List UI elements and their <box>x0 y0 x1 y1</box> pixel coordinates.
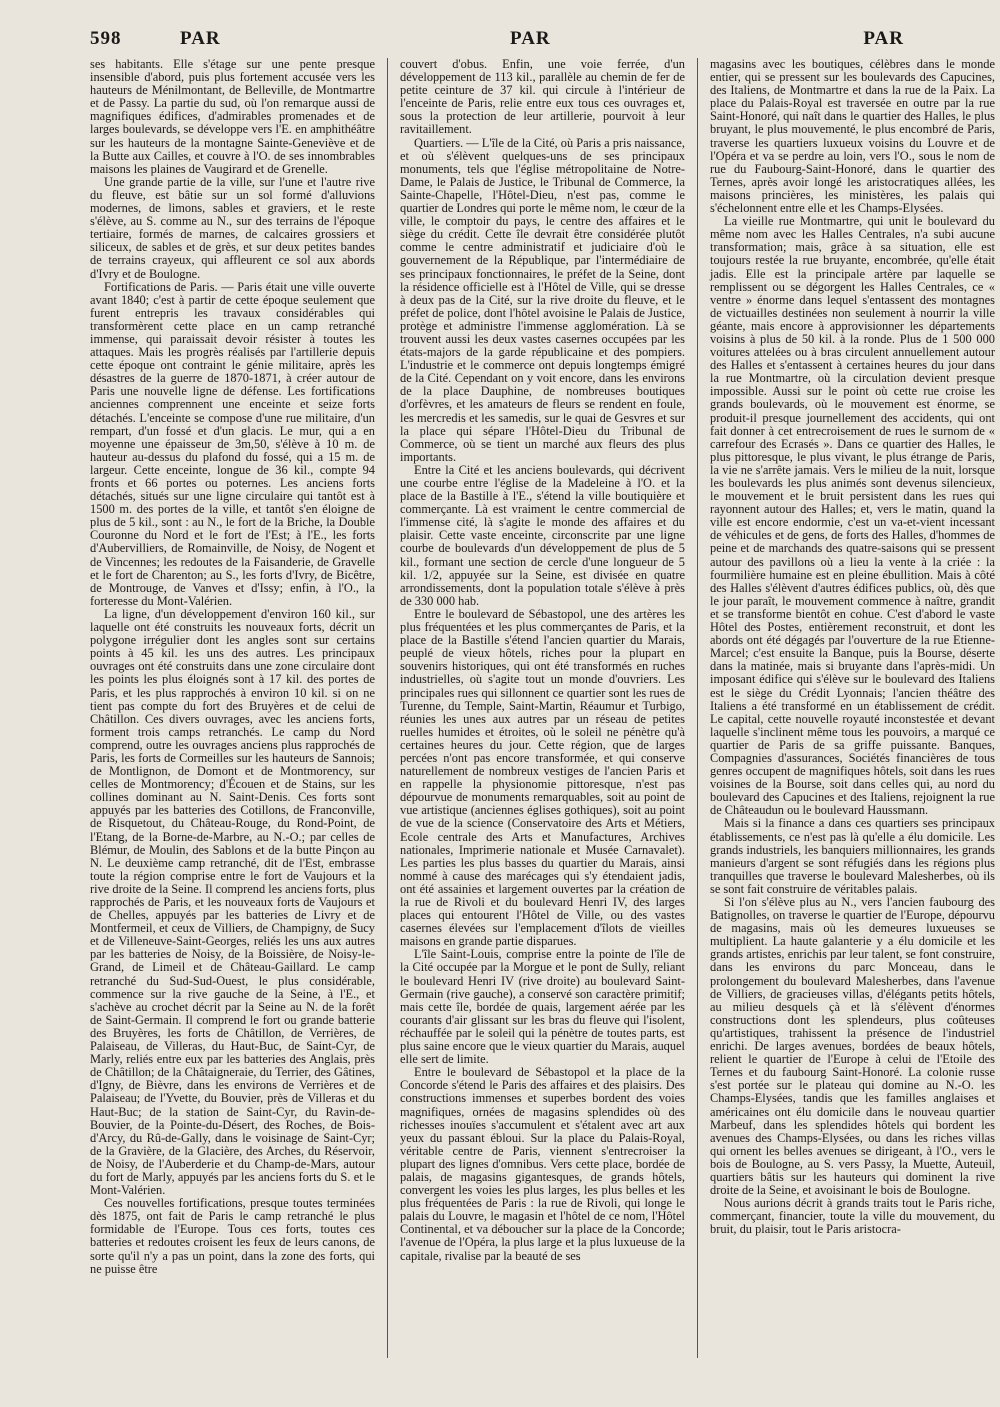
paragraph: La ligne, d'un développement d'environ 160 kil., sur laquelle ont été construits les nouveaux forts, décrit un polygone irrégulier dont les angles sont sur certains points à 45 kil. les uns des autres. Les principaux ouvrages ont été construits dans une zone circulaire dont les points les plus éloignés sont à 17 kil. des portes de Paris, et les plus rapprochés à environ 10 kil. si on ne tient pas compte du fort des Bruyères et de celui de Châtillon. Ces divers ouvrages, avec les anciens forts, forment trois camps retranchés. Le camp du Nord comprend, outre les ouvrages anciens plus rapprochés de Paris, les forts de Cormeilles sur les hauteurs de Sannois; de Montlignon, de Domont et de Montmorency, sur celles de Montmorency; d'Écouen et de Stains, sur les collines dominant au N. Saint-Denis. Ces forts sont appuyés par les batteries des Cotillons, de Franconville, de Risquetout, du Château-Rouge, du Rond-Point, de l'Etang, de la Borne-de-Marbre, au N.-O.; par celles de Blémur, de Moulin, des Sablons et de la butte Pinçon au N. Le deuxième camp retranché, dit de l'Est, embrasse toute la région comprise entre le fort de Vaujours et la rive droite de la Seine. Il comprend les anciens forts, plus rapprochés de Paris, et les nouveaux forts de Vaujours et de Chelles, appuyés par les batteries de Livry et de Montfermeil, et ceux de Villiers, de Champigny, de Sucy et de Villeneuve-Saint-Georges, reliés les uns aux autres par les batteries de Noisy, de la Boissière, de Noisy-le-Grand, de Limeil et de Château-Gaillard. Le camp retranché du Sud-Sud-Ouest, le plus considérable, commence sur la rive gauche de la Seine, à l'E., et s'achève au crochet décrit par la Seine au N. de la forêt de Saint-Germain. Il comprend le fort ou grande batterie des Bruyères, les forts de Châtillon, de Verrières, de Palaiseau, de Villeras, du Haut-Buc, de Saint-Cyr, de Marly, reliés entre eux par les batteries des Anglais, près de Châtillon; de la Châtaigneraie, du Terrier, des Gâtines, d'Igny, de Bièvre, dans les environs de Verrières et de Palaiseau; de l'Yvette, du Bouvier, près de Villeras et du Haut-Buc; de la station de Saint-Cyr, du Ravin-de-Bouvier, de la Pointe-du-Désert, des Roches, de Bois-d'Arcy, du Rû-de-Gally, dans le voisinage de Saint-Cyr; de la Gravière, de la Glacière, des Arches, du Réservoir, de Noisy, de l'Auberderie et du Champ-de-Mars, autour du fort de Marly, appuyés par les anciens forts du S. et le Mont-Valérien. <box>90 606 375 1198</box>
paragraph: Quartiers. — L'île de la Cité, où Paris a pris naissance, et où s'élèvent quelques-uns de ses principaux monuments, tels que l'église métropolitaine de Notre-Dame, le Palais de Justice, le Tribunal de Commerce, la Sainte-Chapelle, l'Hôtel-Dieu, n'est pas, comme le quartier de Londres qui porte le même nom, le cœur de la ville, le comptoir du pays, le centre des affaires et le siège du crédit. Cette île devrait être considérée plutôt comme le centre administratif et judiciaire d'où le gouvernement de la République, par l'intermédiaire de ses principaux fonctionnaires, le préfet de la Seine, dont la résidence officielle est à l'Hôtel de Ville, qui se dresse à deux pas de la Cité, sur la rive droite du fleuve, et le préfet de police, dont l'hôtel avoisine le Palais de Justice, protège et administre l'immense agglomération. Là se trouvent aussi les deux vastes casernes occupées par les états-majors de la garde républicaine et des pompiers. L'industrie et le commerce ont depuis longtemps émigré de la Cité. Cependant on y voit encore, dans les environs de la place Dauphine, de nombreuses boutiques d'orfèvres, et les amateurs de fleurs se rendent en foule, les mercredis et les samedis, sur le quai de Gesvres et sur la place qui sépare l'Hôtel-Dieu du Tribunal de Commerce, où se tient un marché aux fleurs des plus importants. <box>400 135 685 464</box>
paragraph: L'île Saint-Louis, comprise entre la pointe de l'île de la Cité occupée par la Morgue et le pont de Sully, reliant le boulevard Henri IV (rive droite) au boulevard Saint-Germain (rive gauche), a conservé son caractère primitif; mais cette île, bordée de quais, largement aérée par les courants d'air glissant sur les bras du fleuve qui l'isolent, réchauffée par le soleil qui la pénètre de toutes parts, est plus saine encore que le vieux quartier du Marais, auquel elle sert de limite. <box>400 947 685 1067</box>
paragraph: Si l'on s'élève plus au N., vers l'ancien faubourg des Batignolles, on traverse le quartier de l'Europe, dépourvu de magasins, mais où les demeures luxueuses se multiplient. La haute galanterie y a élu domicile et les grands artistes, enrichis par leur talent, se font construire, dans les environs du parc Monceau, dans le prolongement du boulevard Malesherbes, dans l'avenue de Villiers, de gracieuses villas, d'élégants petits hôtels, au milieu desquels çà et là s'élèvent d'énormes constructions dont les splendeurs, plus coûteuses qu'artistiques, trahissent la présence de l'industriel enrichi. De larges avenues, bordées de beaux hôtels, relient le quartier de l'Europe à celui de l'Etoile des Ternes et du faubourg Saint-Honoré. La colonie russe s'est portée sur le plateau qui domine au N.-O. les Champs-Elysées, tandis que les familles anglaises et américaines ont élu domicile dans le nouveau quartier Marbeuf, dans les splendides hôtels qui bordent les avenues des Champs-Elysées, ou dans les riches villas qui ornent les belles avenues se dirigeant, à l'O., vers le bois de Boulogne, au S. vers Passy, la Muette, Auteuil, quartiers bâtis sur les hauteurs qui dominent la rive droite de la Seine, et avoisinant le bois de Boulogne. <box>710 895 995 1198</box>
running-header <box>90 28 964 58</box>
column-rule <box>697 58 698 1358</box>
paragraph: Fortifications de Paris. — Paris était une ville ouverte avant 1840; c'est à partir de cette époque seulement que furent entrepris les travaux considérables qui transformèrent cette place en un camp retranché immense, qui paraissait devoir résister à toutes les attaques. Mais les progrès réalisés par l'artillerie depuis cette époque ont contraint le génie militaire, après les désastres de la guerre de 1870-1871, à créer autour de Paris une nouvelle ligne de défense. Les fortifications anciennes comprennent une enceinte et seize forts détachés. L'enceinte se compose d'une rue militaire, d'un rempart, d'un fossé et d'un glacis. Le mur, qui a en moyenne une épaisseur de 3m,50, s'élève à 10 m. de hauteur au-dessus du plafond du fossé, qui a 15 m. de largeur. Cette enceinte, longue de 36 kil., compte 94 fronts et 66 portes ou poternes. Les anciens forts détachés, situés sur une ligne circulaire qui tantôt est à 1500 m. des portes de la ville, et tantôt s'en éloigne de plus de 5 kil., sont : au N., le fort de la Briche, la Double Couronne du Nord et le fort de l'Est; à l'E., les forts d'Aubervilliers, de Romainville, de Noisy, de Nogent et de Vincennes; les redoutes de la Faisanderie, de Gravelle et le fort de Charenton; au S., les forts d'Ivry, de Bicêtre, de Montrouge, de Vanves et d'Issy; enfin, à l'O., la forteresse du Mont-Valérien. <box>90 279 375 608</box>
page-number: 598 <box>90 28 122 49</box>
paragraph: ses habitants. Elle s'étage sur une pente presque insensible d'abord, puis plus fortement accusée vers les hauteurs de Ménilmontant, de Belleville, de Montmartre et de Passy. La partie du sud, où l'on remarque aussi de magnifiques édifices, d'admirables promenades et de larges boulevards, se développe vers l'E. en amphithéâtre sur les hauteurs de la montagne Sainte-Geneviève et de la Butte aux Cailles, et couvre à l'O. de ses innombrables maisons les plaines de Vaugirard et de Grenelle. <box>90 57 375 176</box>
running-head-right: PAR <box>863 28 904 49</box>
paragraph: Entre le boulevard de Sébastopol, une des artères les plus fréquentées et les plus commerçantes de Paris, et la place de la Bastille s'étend l'ancien quartier du Marais, peuplé de vieux hôtels, riches pour la plupart en souvenirs historiques, qui ont été transformés en ruches industrielles, où s'agite tout un monde d'ouvriers. Les principales rues qui sillonnent ce quartier sont les rues de Turenne, du Temple, Saint-Martin, Réaumur et Turbigo, réunies les unes aux autres par un réseau de petites ruelles humides et étroites, où le soleil ne pénètre qu'à certaines heures du jour. Cette région, que de larges percées n'ont pas encore transformée, et qui conserve naturellement de nombreux vestiges de l'ancien Paris et en rappelle la physionomie pittoresque, n'est pas dépourvue de monuments remarquables, soit au point de vue artistique (anciennes églises gothiques), soit au point de vue de la science (Conservatoire des Arts et Métiers, Ecole centrale des Arts et Manufactures, Archives nationales, Imprimerie nationale et Musée Carnavalet). Les parties les plus basses du quartier du Marais, ainsi nommé à cause des marécages qui s'y étendaient jadis, ont été assainies et largement ouvertes par la création de la rue de Rivoli et du boulevard Henri IV, des larges places qui entourent l'Hôtel de Ville, ou des vastes casernes élevées sur l'emplacement d'îlots de vieilles maisons en grande partie disparues. <box>400 606 685 949</box>
paragraph: Ces nouvelles fortifications, presque toutes terminées dès 1875, ont fait de Paris le camp retranché le plus formidable de l'Europe. Tous ces forts, toutes ces batteries et redoutes croisent les feux de leurs canons, de sorte qu'il n'y a pas un point, dans la zone des forts, qui ne puisse être <box>90 1196 375 1276</box>
text-columns <box>90 57 995 1388</box>
running-head-center: PAR <box>510 28 551 49</box>
paragraph: couvert d'obus. Enfin, une voie ferrée, d'un développement de 113 kil., parallèle au chemin de fer de petite ceinture de 37 kil. qui circule à l'intérieur de l'enceinte de Paris, relie entre eux tous ces ouvrages et, sous la protection de leur artillerie, pourvoit à leur ravitaillement. <box>400 57 685 137</box>
column-1 <box>90 58 375 1388</box>
running-head-left: PAR <box>180 28 221 49</box>
paragraph: Entre le boulevard de Sébastopol et la place de la Concorde s'étend le Paris des affaires et des plaisirs. Des constructions immenses et superbes bordent des voies magnifiques, ornées de magasins splendides où des richesses inouïes s'accumulent et s'étalent avec art aux yeux du passant ébloui. Sur la place du Palais-Royal, véritable centre de Paris, viennent s'entrecroiser la plupart des lignes d'omnibus. Vers cette place, bordée de palais, de magasins gigantesques, de grands hôtels, convergent les voies les plus larges, les plus belles et les plus fréquentées de Paris : la rue de Rivoli, qui longe le palais du Louvre, le magasin et l'hôtel de ce nom, l'Hôtel Continental, et va déboucher sur la place de la Concorde; l'avenue de l'Opéra, la plus large et la plus luxueuse de la capitale, rivalise par la beauté de ses <box>400 1065 685 1263</box>
paragraph: La vieille rue Montmartre, qui unit le boulevard du même nom avec les Halles Centrales, n'a subi aucune transformation; mais, grâce à sa situation, elle est toujours restée la rue bruyante, encombrée, qu'elle était jadis. Elle est la principale artère par laquelle se remplissent ou se dégorgent les Halles Centrales, ce « ventre » énorme dans lequel s'entassent des montagnes de victuailles destinées non seulement à nourrir la ville géante, mais encore à approvisionner les départements voisins à plus de 50 kil. à la ronde. Plus de 1 500 000 voitures attelées ou à bras circulent annuellement autour des Halles et s'entassent à certaines heures du jour dans la rue Montmartre, où la circulation devient presque impossible. Aussi sur le point où cette rue croise les grands boulevards, où le mouvement est énorme, se produit-il presque journellement des accidents, qui ont fait donner à cet entrecroisement de rues le surnom de « carrefour des Ecrasés ». Dans ce quartier des Halles, le plus pittoresque, le plus vivant, le plus étrange de Paris, la vie ne s'arrête jamais. Vers le milieu de la nuit, lorsque les boulevards les plus animés sont devenus silencieux, le mouvement et le bruit persistent dans les rues qui rayonnent autour des Halles; et, vers le matin, quand la ville est encore endormie, c'est un va-et-vient incessant de véhicules et de gens, de forts des Halles, d'hommes de peine et de marchands des quatre-saisons qui se pressent autour des pavillons où a lieu la vente à la criée : la fourmilière humaine est en pleine ébullition. Mais à côté des Halles s'élèvent d'autres édifices publics, où, dès que le jour paraît, le mouvement commence à naître, grandit et se transforme bientôt en cohue. C'est d'abord le vaste Hôtel des Postes, entièrement reconstruit, et dont les abords ont été dégagés par l'ouverture de la rue Etienne-Marcel; c'est ensuite la Banque, puis la Bourse, déserte dans la matinée, mais si bruyante dans l'après-midi. Un imposant édifice qui s'élève sur le boulevard des Italiens est le siège du Crédit Lyonnais; l'ancien théâtre des Italiens a été transformé en un établissement de crédit. Le capital, cette nouvelle royauté inconstestée et devant laquelle s'inclinent même tous les pouvoirs, a marqué ce quartier de Paris de sa griffe puissante. Banques, Compagnies d'assurances, Sociétés financières de tous genres occupent de magnifiques hôtels, soit dans les rues voisines de la Bourse, soit dans celles qui, au nord du boulevard des Capucines et des Italiens, rejoignent la rue de Châteaudun ou le boulevard Haussmann. <box>710 214 995 818</box>
paragraph: magasins avec les boutiques, célèbres dans le monde entier, qui se pressent sur les boulevards des Capucines, des Italiens, de Montmartre et dans la rue de la Paix. La place du Palais-Royal est traversée en outre par la rue Saint-Honoré, qui naît dans le quartier des Halles, le plus bruyant, le plus mouvementé, le plus encombré de Paris, traverse les quartiers luxueux voisins du Louvre et de l'Opéra et va se perdre au loin, vers l'O., sous le nom de rue du Faubourg-Saint-Honoré, dans le quartier des Ternes, après avoir longé les aristocratiques allées, les maisons princières, les ministères, les palais qui s'échelonnent entre elle et les Champs-Elysées. <box>710 57 995 216</box>
column-rule <box>387 58 388 1358</box>
paragraph: Nous aurions décrit à grands traits tout le Paris riche, commerçant, financier, toute la ville du mouvement, du bruit, du plaisir, tout le Paris aristocra- <box>710 1196 995 1237</box>
paragraph: Entre la Cité et les anciens boulevards, qui décrivent une courbe entre l'église de la Madeleine à l'O. et la place de la Bastille à l'E., s'étend la ville boutiquière et commerçante. Là est vraiment le centre commercial de l'immense cité, là s'agite le monde des affaires et du plaisir. Cette vaste enceinte, circonscrite par une ligne courbe de boulevards d'un développement de plus de 5 kil., formant une section de cercle d'une longueur de 5 kil. 1/2, appuyée sur la Seine, est divisée en quatre arrondissements, dont la population totale s'élève à près de 330 000 hab. <box>400 462 685 608</box>
paragraph: Mais si la finance a dans ces quartiers ses principaux établissements, ce n'est pas là qu'elle a élu domicile. Les grands industriels, les banquiers millionnaires, les grands manieurs d'argent se sont réfugiés dans les régions plus tranquilles que traverse le boulevard Malesherbes, où ils se sont fait construire de véritables palais. <box>710 816 995 896</box>
paragraph: Une grande partie de la ville, sur l'une et l'autre rive du fleuve, est bâtie sur un sol formé d'alluvions modernes, de limons, sables et graviers, et le reste s'élève, au S. comme au N., sur des terrains de l'époque tertiaire, formés de marnes, de calcaires grossiers et siliceux, de sables et de grès, et sur deux petites bandes de terrains crayeux, qui affleurent ce sol aux abords d'Ivry et de Boulogne. <box>90 174 375 281</box>
column-2 <box>400 58 685 1388</box>
column-3 <box>710 58 995 1388</box>
